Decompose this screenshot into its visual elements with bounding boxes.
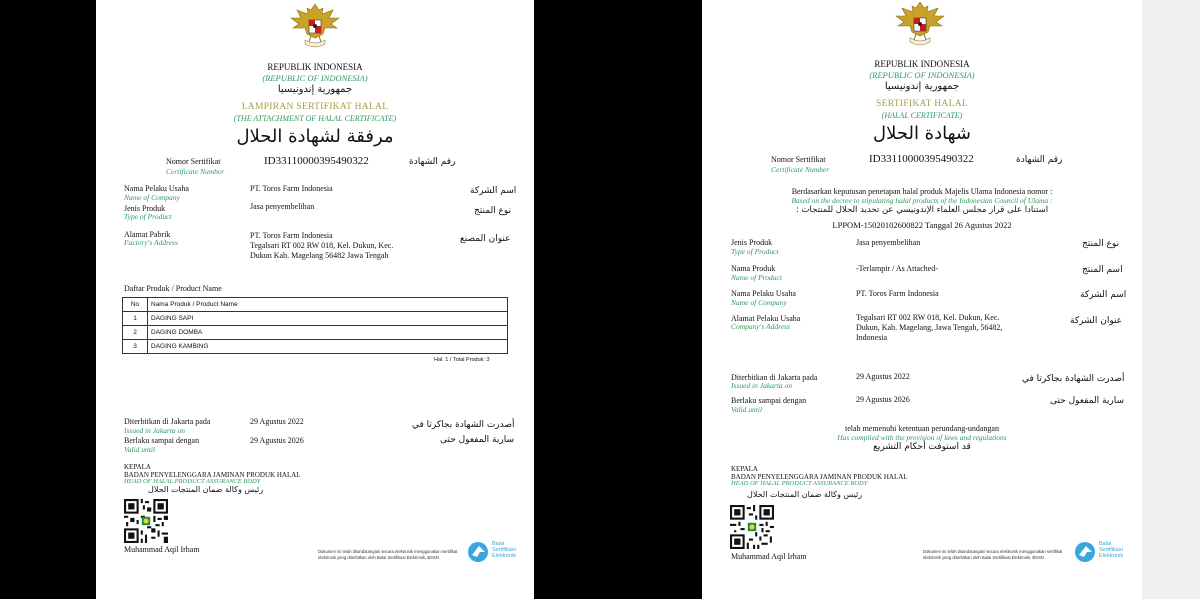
product-no: 1 xyxy=(123,312,148,326)
footnote-line-2: elektronik yang diterbitkan oleh Balai Sertifikasi Elektronik, BSSN xyxy=(318,555,439,560)
address-label: Alamat Pelaku Usaha xyxy=(731,314,801,323)
issued-label-en: Issued in Jakarta on xyxy=(124,426,186,435)
signer-name: Muhammad Aqil Irham xyxy=(731,552,807,561)
factory-line-1: PT. Toros Farm Indonesia xyxy=(250,231,333,240)
bsre-line-2: Sertifikasi xyxy=(492,547,516,553)
agency-name-en: HEAD OF HALAL PRODUCT ASSURANCE BODY xyxy=(731,480,868,487)
product-name: DAGING SAPI xyxy=(148,312,508,326)
bsre-line-1: Balai xyxy=(1099,541,1112,547)
agency-name-ar: رئيس وكالة ضمان المنتجات الحلال xyxy=(747,490,863,499)
factory-label-en: Factory's Address xyxy=(124,238,178,247)
valid-ar: سارية المفعول حتى xyxy=(1050,396,1124,406)
valid-label-en: Valid until xyxy=(124,445,156,454)
agency-name: BADAN PENYELENGGARA JAMINAN PRODUK HALAL xyxy=(124,471,301,479)
product-name-value: -Terlampir / As Attached- xyxy=(856,264,938,273)
qr-code-icon xyxy=(730,505,774,549)
republic-title-ar: جمهورية إندونيسيا xyxy=(884,81,960,92)
head-title: KEPALA xyxy=(124,463,151,471)
product-name-label-en: Name of Product xyxy=(731,273,782,282)
bsre-logo-text xyxy=(492,541,516,559)
signer-name: Muhammad Aqil Irham xyxy=(124,545,200,554)
product-type-label-en: Type of Product xyxy=(124,212,172,221)
document-title-en: (HALAL CERTIFICATE) xyxy=(881,111,963,120)
address-label-en: Company's Address xyxy=(731,322,790,331)
product-type-label: Jenis Produk xyxy=(731,238,773,247)
bsre-line-3: Elektronik xyxy=(492,553,517,559)
company-ar: اسم الشركة xyxy=(1080,290,1127,300)
company-ar: اسم الشركة xyxy=(470,186,517,196)
address-line-1: Tegalsari RT 002 RW 018, Kel. Dukun, Kec. xyxy=(856,313,1000,322)
decree-text: Berdasarkan keputusan penetapan halal produk Majelis Ulama Indonesia nomor : xyxy=(791,187,1053,196)
bsre-line-1: Balai xyxy=(492,541,505,547)
head-title: KEPALA xyxy=(731,465,758,473)
bsre-line-3: Elektronik xyxy=(1099,553,1124,559)
issued-label: Diterbitkan di Jakarta pada xyxy=(731,373,818,382)
table-row xyxy=(123,326,508,340)
republic-title-ar: جمهورية إندونيسيا xyxy=(277,84,353,95)
decree-text-en: Based on the decree to stipulating halal products of the Indonesian Council of Ulama : xyxy=(791,196,1053,205)
issued-ar: أصدرت الشهادة بجاكرتا في xyxy=(1022,374,1125,384)
valid-label: Berlaku sampai dengan xyxy=(731,396,807,405)
issued-label: Diterbitkan di Jakarta pada xyxy=(124,417,211,426)
garuda-emblem-icon xyxy=(289,0,341,54)
company-label: Nama Pelaku Usaha xyxy=(731,289,796,298)
table-header-name: Nama Produk / Product Name xyxy=(148,298,508,312)
complied-text-en: Has complied with the provision of laws and regulations xyxy=(837,433,1007,442)
attachment-page xyxy=(96,0,534,599)
address-line-2: Dukun, Kab. Magelang, Jawa Tengah, 56482, xyxy=(856,323,1003,332)
cert-number-ar: رقم الشهادة xyxy=(1016,155,1063,165)
product-name-ar: اسم المنتج xyxy=(1082,265,1123,275)
product-table xyxy=(122,297,508,354)
bsre-logo-icon xyxy=(467,541,493,563)
document-title: LAMPIRAN SERTIFIKAT HALAL xyxy=(241,102,389,112)
certificate-page xyxy=(702,0,1142,599)
product-type-label: Jenis Produk xyxy=(124,204,166,213)
table-row xyxy=(123,312,508,326)
republic-title: REPUBLIK INDONESIA xyxy=(874,59,970,69)
product-name: DAGING DOMBA xyxy=(148,326,508,340)
company-label-en: Name of Company xyxy=(731,298,787,307)
valid-ar: سارية المفعول حتى xyxy=(440,435,514,445)
agency-name-ar: رئيس وكالة ضمان المنتجات الحلال xyxy=(148,485,264,494)
decree-text-ar: استنادا على قرار مجلس العلماء الإندونيسي عن تحديد الحلال للمنتجات : xyxy=(795,205,1049,215)
valid-date: 29 Agustus 2026 xyxy=(856,395,910,404)
issued-ar: أصدرت الشهادة بجاكرتا في xyxy=(412,420,515,430)
product-type-value: Jasa penyembelihan xyxy=(856,238,921,247)
product-name-label: Nama Produk xyxy=(731,264,776,273)
issued-label-en: Issued in Jakarta on xyxy=(731,381,793,390)
agency-name-en: HEAD OF HALAL PRODUCT ASSURANCE BODY xyxy=(124,478,261,485)
cert-number-label: Nomor Sertifikat xyxy=(166,157,221,166)
republic-title-en: (REPUBLIC OF INDONESIA) xyxy=(869,70,975,80)
document-title-en: (THE ATTACHMENT OF HALAL CERTIFICATE) xyxy=(233,114,397,123)
garuda-emblem-icon xyxy=(894,0,946,52)
bsre-line-2: Sertifikasi xyxy=(1099,547,1123,553)
issued-date: 29 Agustus 2022 xyxy=(250,417,304,426)
product-no: 3 xyxy=(123,340,148,354)
product-type-ar: نوع المنتج xyxy=(1082,239,1120,249)
footnote-line-1: Dokumen ini telah ditandatangani secara elektronik menggunakan sertifikat xyxy=(923,549,1063,554)
document-title: SERTIFIKAT HALAL xyxy=(876,99,968,109)
table-header-no: No xyxy=(123,298,148,312)
viewer-background-right xyxy=(1142,0,1200,599)
republic-title-en: (REPUBLIC OF INDONESIA) xyxy=(262,73,368,83)
product-type-ar: نوع المنتج xyxy=(474,206,512,216)
cert-number-ar: رقم الشهادة xyxy=(409,157,456,167)
table-header-row xyxy=(123,298,508,312)
factory-label: Alamat Pabrik xyxy=(124,230,171,239)
product-name: DAGING KAMBING xyxy=(148,340,508,354)
page-info: Hal: 1 / Total Produk: 3 xyxy=(434,357,490,363)
company-value: PT. Toros Farm Indonesia xyxy=(250,184,333,193)
product-type-label-en: Type of Product xyxy=(731,247,779,256)
complied-text: telah memenuhi ketentuan perundang-undangan xyxy=(845,424,999,433)
cert-number-label-en: Certificate Number xyxy=(771,165,830,174)
footnote-line-1: Dokumen ini telah ditandatangani secara elektronik menggunakan sertifikat xyxy=(318,549,458,554)
republic-title: REPUBLIK INDONESIA xyxy=(267,62,363,72)
cert-number: ID33110000395490322 xyxy=(869,153,974,165)
product-list-title: Daftar Produk / Product Name xyxy=(124,284,222,293)
cert-number-label: Nomor Sertifikat xyxy=(771,155,826,164)
factory-ar: عنوان المصنع xyxy=(460,234,511,244)
product-no: 2 xyxy=(123,326,148,340)
address-line-3: Indonesia xyxy=(856,333,888,342)
company-label-en: Name of Company xyxy=(124,193,180,202)
company-label: Nama Pelaku Usaha xyxy=(124,184,189,193)
bsre-logo-text xyxy=(1099,541,1123,559)
company-value: PT. Toros Farm Indonesia xyxy=(856,289,939,298)
complied-text-ar: قد استوفت أحكام التشريع xyxy=(873,442,971,452)
product-type-value: Jasa penyembelihan xyxy=(250,202,315,211)
valid-date: 29 Agustus 2026 xyxy=(250,436,304,445)
factory-line-2: Tegalsari RT 002 RW 018, Kel. Dukun, Kec. xyxy=(250,241,394,250)
footnote-line-2: elektronik yang diterbitkan oleh Balai Sertifikasi Elektronik, BSSN xyxy=(923,555,1044,560)
valid-label-en: Valid until xyxy=(731,405,763,414)
factory-line-3: Dukun Kab. Magelang 56482 Jawa Tengah xyxy=(250,251,389,260)
issued-date: 29 Agustus 2022 xyxy=(856,372,910,381)
valid-label: Berlaku sampai dengan xyxy=(124,436,200,445)
cert-number-label-en: Certificate Number xyxy=(166,167,225,176)
agency-name: BADAN PENYELENGGARA JAMINAN PRODUK HALAL xyxy=(731,473,908,481)
document-title-ar: شهادة الحلال xyxy=(873,123,971,144)
cert-number: ID33110000395490322 xyxy=(264,155,369,167)
document-title-ar: مرفقة لشهادة الحلال xyxy=(236,126,394,147)
address-ar: عنوان الشركة xyxy=(1070,316,1123,326)
qr-code-icon xyxy=(124,499,168,543)
bsre-logo-icon xyxy=(1074,541,1100,563)
decree-number: LPPOM-15020102600822 Tanggal 26 Agustus 2022 xyxy=(832,220,1012,230)
table-row xyxy=(123,340,508,354)
